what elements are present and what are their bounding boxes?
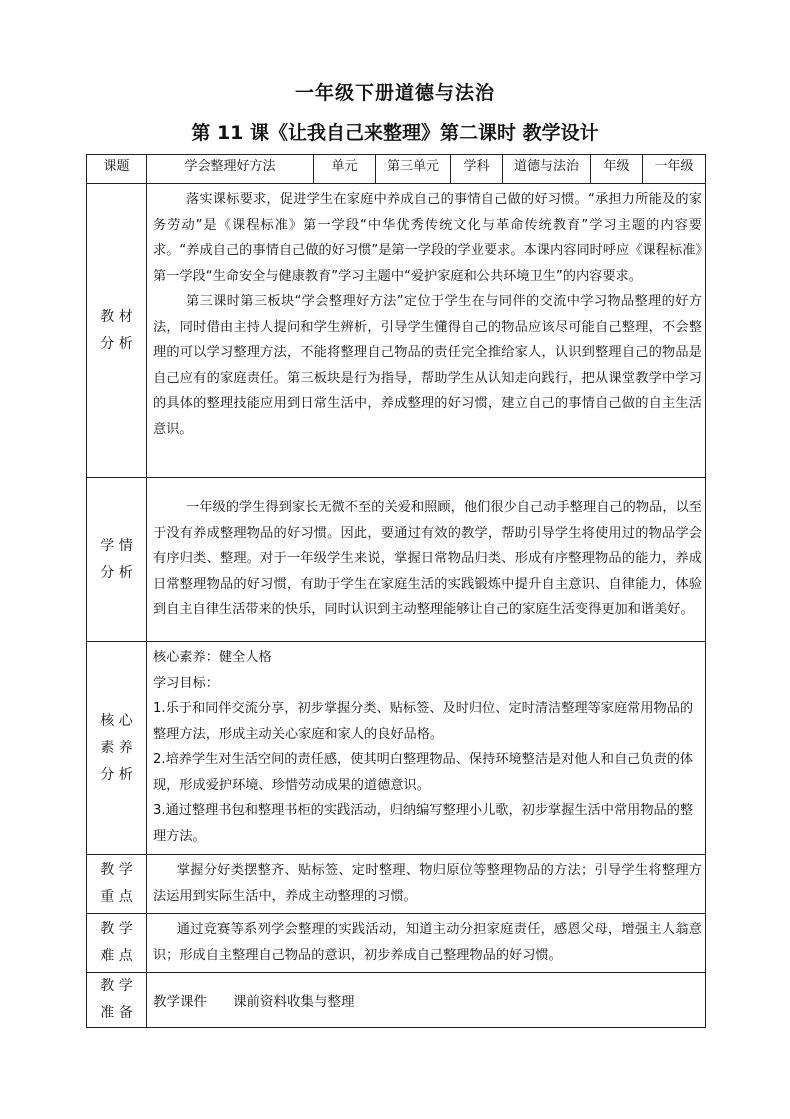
unit-label: 单元 <box>314 155 376 184</box>
goal-item: 3.通过整理书包和整理书柜的实践活动，归纳编写整理小儿歌，初步掌握生活中常用物品的整理方法。 <box>153 803 694 844</box>
key-points-row <box>87 855 706 914</box>
textbook-analysis-label <box>87 184 147 478</box>
label-line: 素 养 <box>100 739 133 756</box>
textbook-analysis-content <box>147 184 706 478</box>
student-analysis-content <box>147 478 706 642</box>
paragraph: 一年级的学生得到家长无微不至的关爱和照顾，他们很少自己动手整理自己的物品，以至于没有养成整理物品的好习惯。因此，要通过有效的教学，帮助引导学生将使用过的物品学会有序归类、整理。对于一年级学生来说，掌握日常物品归类、形成有序整理物品的能力，养成日常整理物品的好习惯，有助于学生在家庭生活的实践锻炼中提升自主意识、自律能力，体验到自主自律生活带来的快乐，同时认识到主动整理能够让自己的家庭生活变得更加和谐美好。 <box>153 500 702 618</box>
difficulties-label <box>87 914 147 973</box>
difficulties-row <box>87 914 706 973</box>
label-line: 教 学 <box>100 978 133 994</box>
prep-item: 课前资料收集与整理 <box>233 994 355 1010</box>
topic-label: 课题 <box>87 155 147 184</box>
paragraph: 第三课时第三板块“学会整理好方法”定位于学生在与同伴的交流中学习物品整理的好方法，同时借由主持人提问和学生辨析，引导学生懂得自己的物品应该尽可能自己整理，不会整理的可以学习整理方法，不能将整理自己物品的责任完全推给家人，认识到整理自己的物品是自己应有的家庭责任。第三板块是行为指导，帮助学生从认知走向践行，把从课堂教学中学习的具体的整理技能应用到日常生活中，养成整理的好习惯，建立自己的事情自己做的自主生活意识。 <box>153 294 702 437</box>
paragraph: 通过竞赛等系列学会整理的实践活动，知道主动分担家庭责任，感恩父母，增强主人翁意识；形成自主整理自己物品的意识，初步养成自己整理物品的好习惯。 <box>153 922 702 963</box>
document-title: 一年级下册道德与法治 <box>294 82 495 104</box>
core-literacy-label <box>87 642 147 855</box>
key-points-label <box>87 855 147 914</box>
core-literacy-text: 核心素养：健全人格 <box>153 650 272 665</box>
header-row <box>87 155 706 184</box>
goal-item: 2.培养学生对生活空间的责任感，使其明白整理物品、保持环境整洁是对他人和自己负责的体现，形成爱护环境、珍惜劳动成果的道德意识。 <box>153 752 694 793</box>
label-line: 教 学 <box>100 862 133 878</box>
lesson-plan-table <box>86 154 706 1028</box>
student-analysis-row <box>87 478 706 642</box>
goals-title: 学习目标： <box>153 675 219 691</box>
label-line: 分 析 <box>100 564 133 581</box>
label-line: 分 析 <box>100 766 133 783</box>
label-line: 教 材 <box>100 308 133 325</box>
paragraph: 落实课标要求，促进学生在家庭中养成自己的事情自己做的好习惯。“承担力所能及的家务劳动”是《课程标准》第一学段“中华优秀传统文化与革命传统教育”学习主题的内容要求。“养成自己的事情自己做的好习惯”是第一学段的学业要求。本课内容同时呼应《课程标准》第一学段“生命安全与健康教育”学习主题中“爱护家庭和公共环境卫生”的内容要求。 <box>153 192 702 284</box>
unit-value: 第三单元 <box>376 155 451 184</box>
preparation-label <box>87 973 147 1028</box>
label-line: 难 点 <box>100 948 133 964</box>
textbook-analysis-row <box>87 184 706 478</box>
core-literacy-row <box>87 642 706 855</box>
core-literacy-content <box>147 642 706 855</box>
subject-value: 道德与法治 <box>503 155 591 184</box>
label-line: 教 学 <box>100 921 133 937</box>
preparation-content <box>147 973 706 1028</box>
preparation-row <box>87 973 706 1028</box>
label-line: 重 点 <box>100 889 133 905</box>
topic-value: 学会整理好方法 <box>147 155 314 184</box>
label-line: 准 备 <box>100 1005 133 1021</box>
label-line: 核 心 <box>100 712 133 729</box>
goal-item: 1.乐于和同伴交流分享，初步掌握分类、贴标签、及时归位、定时清洁整理等家庭常用物品的整理方法，形成主动关心家庭和家人的良好品格。 <box>153 701 694 742</box>
label-line: 分 析 <box>100 335 133 352</box>
key-points-content <box>147 855 706 914</box>
difficulties-content <box>147 914 706 973</box>
prep-item: 教学课件 <box>153 994 207 1010</box>
document-subtitle: 第 11 课《让我自己来整理》第二课时 教学设计 <box>191 122 599 144</box>
paragraph: 掌握分好类摆整齐、贴标签、定时整理、物归原位等整理物品的方法；引导学生将整理方法运用到实际生活中，养成主动整理的习惯。 <box>153 863 702 904</box>
student-analysis-label <box>87 478 147 642</box>
grade-value: 一年级 <box>643 155 706 184</box>
subject-label: 学科 <box>451 155 503 184</box>
grade-label: 年级 <box>591 155 643 184</box>
label-line: 学 情 <box>100 537 133 554</box>
